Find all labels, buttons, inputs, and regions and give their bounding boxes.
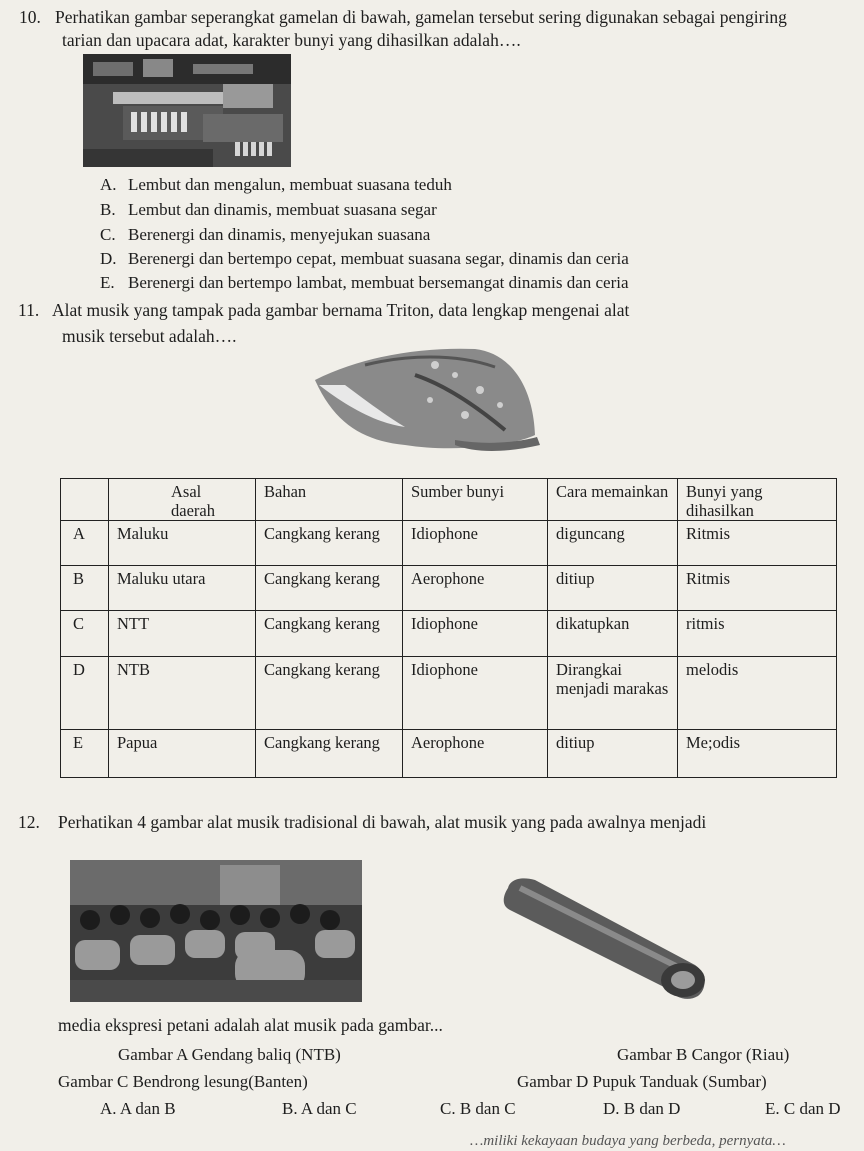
table-cell: Ritmis: [678, 521, 837, 566]
table-cell: NTB: [109, 657, 256, 730]
q10-text-line2: tarian dan upacara adat, karakter bunyi yang dihasilkan adalah….: [62, 30, 521, 50]
table-row: [61, 657, 837, 730]
table-header-cell: Cara memainkan: [548, 479, 678, 521]
table-cell: Maluku: [109, 521, 256, 566]
table-row: [61, 566, 837, 611]
table-row: [61, 521, 837, 566]
answer-choice-a: A. A dan B: [100, 1099, 176, 1118]
table-cell: Idiophone: [403, 657, 548, 730]
answer-choice-c: C. B dan C: [440, 1099, 516, 1118]
option-letter: B.: [100, 200, 116, 219]
answer-choice-d: D. B dan D: [603, 1099, 681, 1118]
q10-text-line1: Perhatikan gambar seperangkat gamelan di bawah, gamelan tersebut sering digunakan sebagai pengiring: [55, 7, 787, 27]
table-cell: Cangkang kerang: [256, 611, 403, 657]
table-cell: NTT: [109, 611, 256, 657]
table-cell: melodis: [678, 657, 837, 730]
table-cell: D: [61, 657, 109, 730]
table-cell: B: [61, 566, 109, 611]
table-cell: C: [61, 611, 109, 657]
q11-text-line1: Alat musik yang tampak pada gambar bernama Triton, data lengkap mengenai alat: [52, 300, 630, 320]
option-letter: E.: [100, 273, 115, 292]
q12-text-line1: Perhatikan 4 gambar alat musik tradisional di bawah, alat musik yang pada awalnya menjadi: [58, 812, 707, 832]
option-text: Lembut dan dinamis, membuat suasana segar: [128, 200, 437, 219]
table-cell: Me;odis: [678, 730, 837, 778]
drum-parade-photo: [70, 860, 362, 1002]
q12-number: 12.: [18, 812, 40, 832]
table-cell: Papua: [109, 730, 256, 778]
footer-cut-off-text: …miliki kekayaan budaya yang berbeda, pernyata…: [470, 1133, 786, 1149]
caption-gambar-c: Gambar C Bendrong lesung(Banten): [58, 1072, 308, 1091]
table-header-cell: Asal daerah: [109, 479, 256, 521]
table-header-cell: Bunyi yang dihasilkan: [678, 479, 837, 521]
table-cell: Cangkang kerang: [256, 657, 403, 730]
answer-choice-e: E. C dan D: [765, 1099, 841, 1118]
table-cell: A: [61, 521, 109, 566]
table-cell: Ritmis: [678, 566, 837, 611]
option-text: Berenergi dan bertempo cepat, membuat suasana segar, dinamis dan ceria: [128, 249, 629, 268]
table-cell: Idiophone: [403, 611, 548, 657]
table-row: [61, 611, 837, 657]
table-header-cell: Sumber bunyi: [403, 479, 548, 521]
table-cell: E: [61, 730, 109, 778]
q11-number: 11.: [18, 300, 40, 320]
q10-number: 10.: [19, 7, 41, 27]
answer-choice-b: B. A dan C: [282, 1099, 357, 1118]
table-cell: Aerophone: [403, 730, 548, 778]
table-cell: Cangkang kerang: [256, 566, 403, 611]
table-cell: Dirangkai menjadi marakas: [548, 657, 678, 730]
triton-shell-photo: [305, 345, 540, 455]
table-cell: ditiup: [548, 566, 678, 611]
option-letter: A.: [100, 175, 117, 194]
table-header-row: [61, 479, 837, 521]
table-cell: Cangkang kerang: [256, 730, 403, 778]
caption-gambar-a: Gambar A Gendang baliq (NTB): [118, 1045, 341, 1064]
option-letter: D.: [100, 249, 117, 268]
option-text: Berenergi dan dinamis, menyejukan suasana: [128, 225, 431, 244]
bamboo-tube-photo: [480, 870, 710, 1000]
table-cell: Aerophone: [403, 566, 548, 611]
q11-text-line2: musik tersebut adalah….: [62, 326, 237, 346]
table-row: [61, 730, 837, 778]
caption-gambar-b: Gambar B Cangor (Riau): [617, 1045, 790, 1064]
table-cell: Maluku utara: [109, 566, 256, 611]
gamelan-photo: [83, 54, 291, 167]
table-cell: dikatupkan: [548, 611, 678, 657]
table-cell: ritmis: [678, 611, 837, 657]
table-header-cell: Bahan: [256, 479, 403, 521]
table-header-cell: [61, 479, 109, 521]
option-letter: C.: [100, 225, 116, 244]
option-text: Lembut dan mengalun, membuat suasana teduh: [128, 175, 452, 194]
caption-gambar-d: Gambar D Pupuk Tanduak (Sumbar): [517, 1072, 767, 1091]
table-cell: Idiophone: [403, 521, 548, 566]
table-cell: ditiup: [548, 730, 678, 778]
table-cell: diguncang: [548, 521, 678, 566]
triton-data-table: [60, 478, 837, 778]
table-cell: Cangkang kerang: [256, 521, 403, 566]
option-text: Berenergi dan bertempo lambat, membuat bersemangat dinamis dan ceria: [128, 273, 629, 292]
q12-text-line2: media ekspresi petani adalah alat musik pada gambar...: [58, 1015, 443, 1035]
